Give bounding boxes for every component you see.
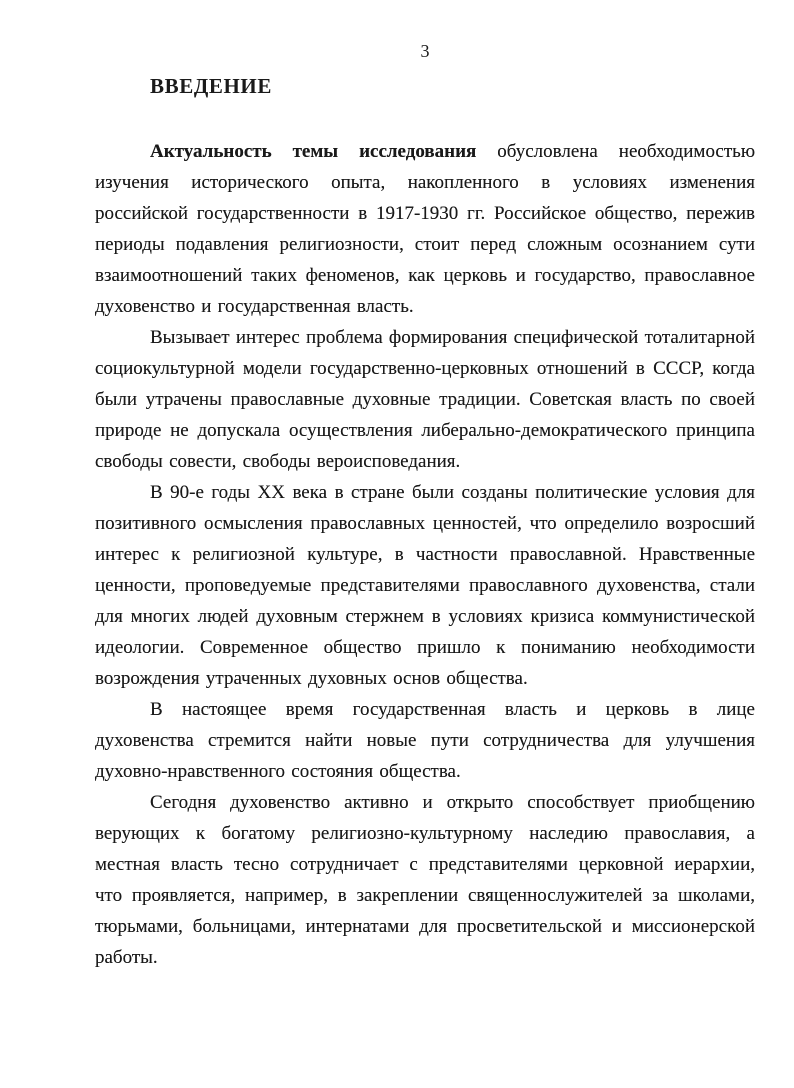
paragraph bbox=[95, 136, 755, 322]
paragraph: В настоящее время государственная власть и церковь в лице духовенства стремится найти новые пути сотрудничества для улучшения духовно-нравственного состояния общества. bbox=[95, 699, 755, 782]
page-number: 3 bbox=[420, 41, 430, 61]
document-body bbox=[95, 136, 755, 973]
paragraph-lead-bold: Актуальность темы исследования bbox=[150, 141, 477, 162]
paragraph: В 90-е годы XX века в стране были созданы политические условия для позитивного осмысления православных ценностей, что определило возросший интерес к религиозной культуре, в частности православной. Нравственные ценности, проповедуемые представителями православного духовенства, стали для многих людей духовным стержнем в условиях кризиса коммунистической идеологии. Современное общество пришло к пониманию необходимости возрождения утраченных духовных основ общества. bbox=[95, 482, 755, 689]
paragraph: Вызывает интерес проблема формирования специфической тоталитарной социокультурной модели государственно-церковных отношений в СССР, когда были утрачены православные духовные традиции. Советская власть по своей природе не допускала осуществления либерально-демократического принципа свободы совести, свободы вероисповедания. bbox=[95, 327, 755, 472]
section-heading: ВВЕДЕНИЕ bbox=[150, 74, 272, 98]
paragraph: Сегодня духовенство активно и открыто способствует приобщению верующих к богатому религиозно-культурному наследию православия, а местная власть тесно сотрудничает с представителями церковной иерархии, что проявляется, например, в закреплении священнослужителей за школами, тюрьмами, больницами, интернатами для просветительской и миссионерской работы. bbox=[95, 792, 755, 968]
paragraph-text: обусловлена необходимостью изучения исторического опыта, накопленного в условиях изменения российской государственности в 1917-1930 гг. Российское общество, пережив периоды подавления религиозности, стоит перед сложным осознанием сути взаимоотношений таких феноменов, как церковь и государство, православное духовенство и государственная власть. bbox=[95, 141, 756, 317]
